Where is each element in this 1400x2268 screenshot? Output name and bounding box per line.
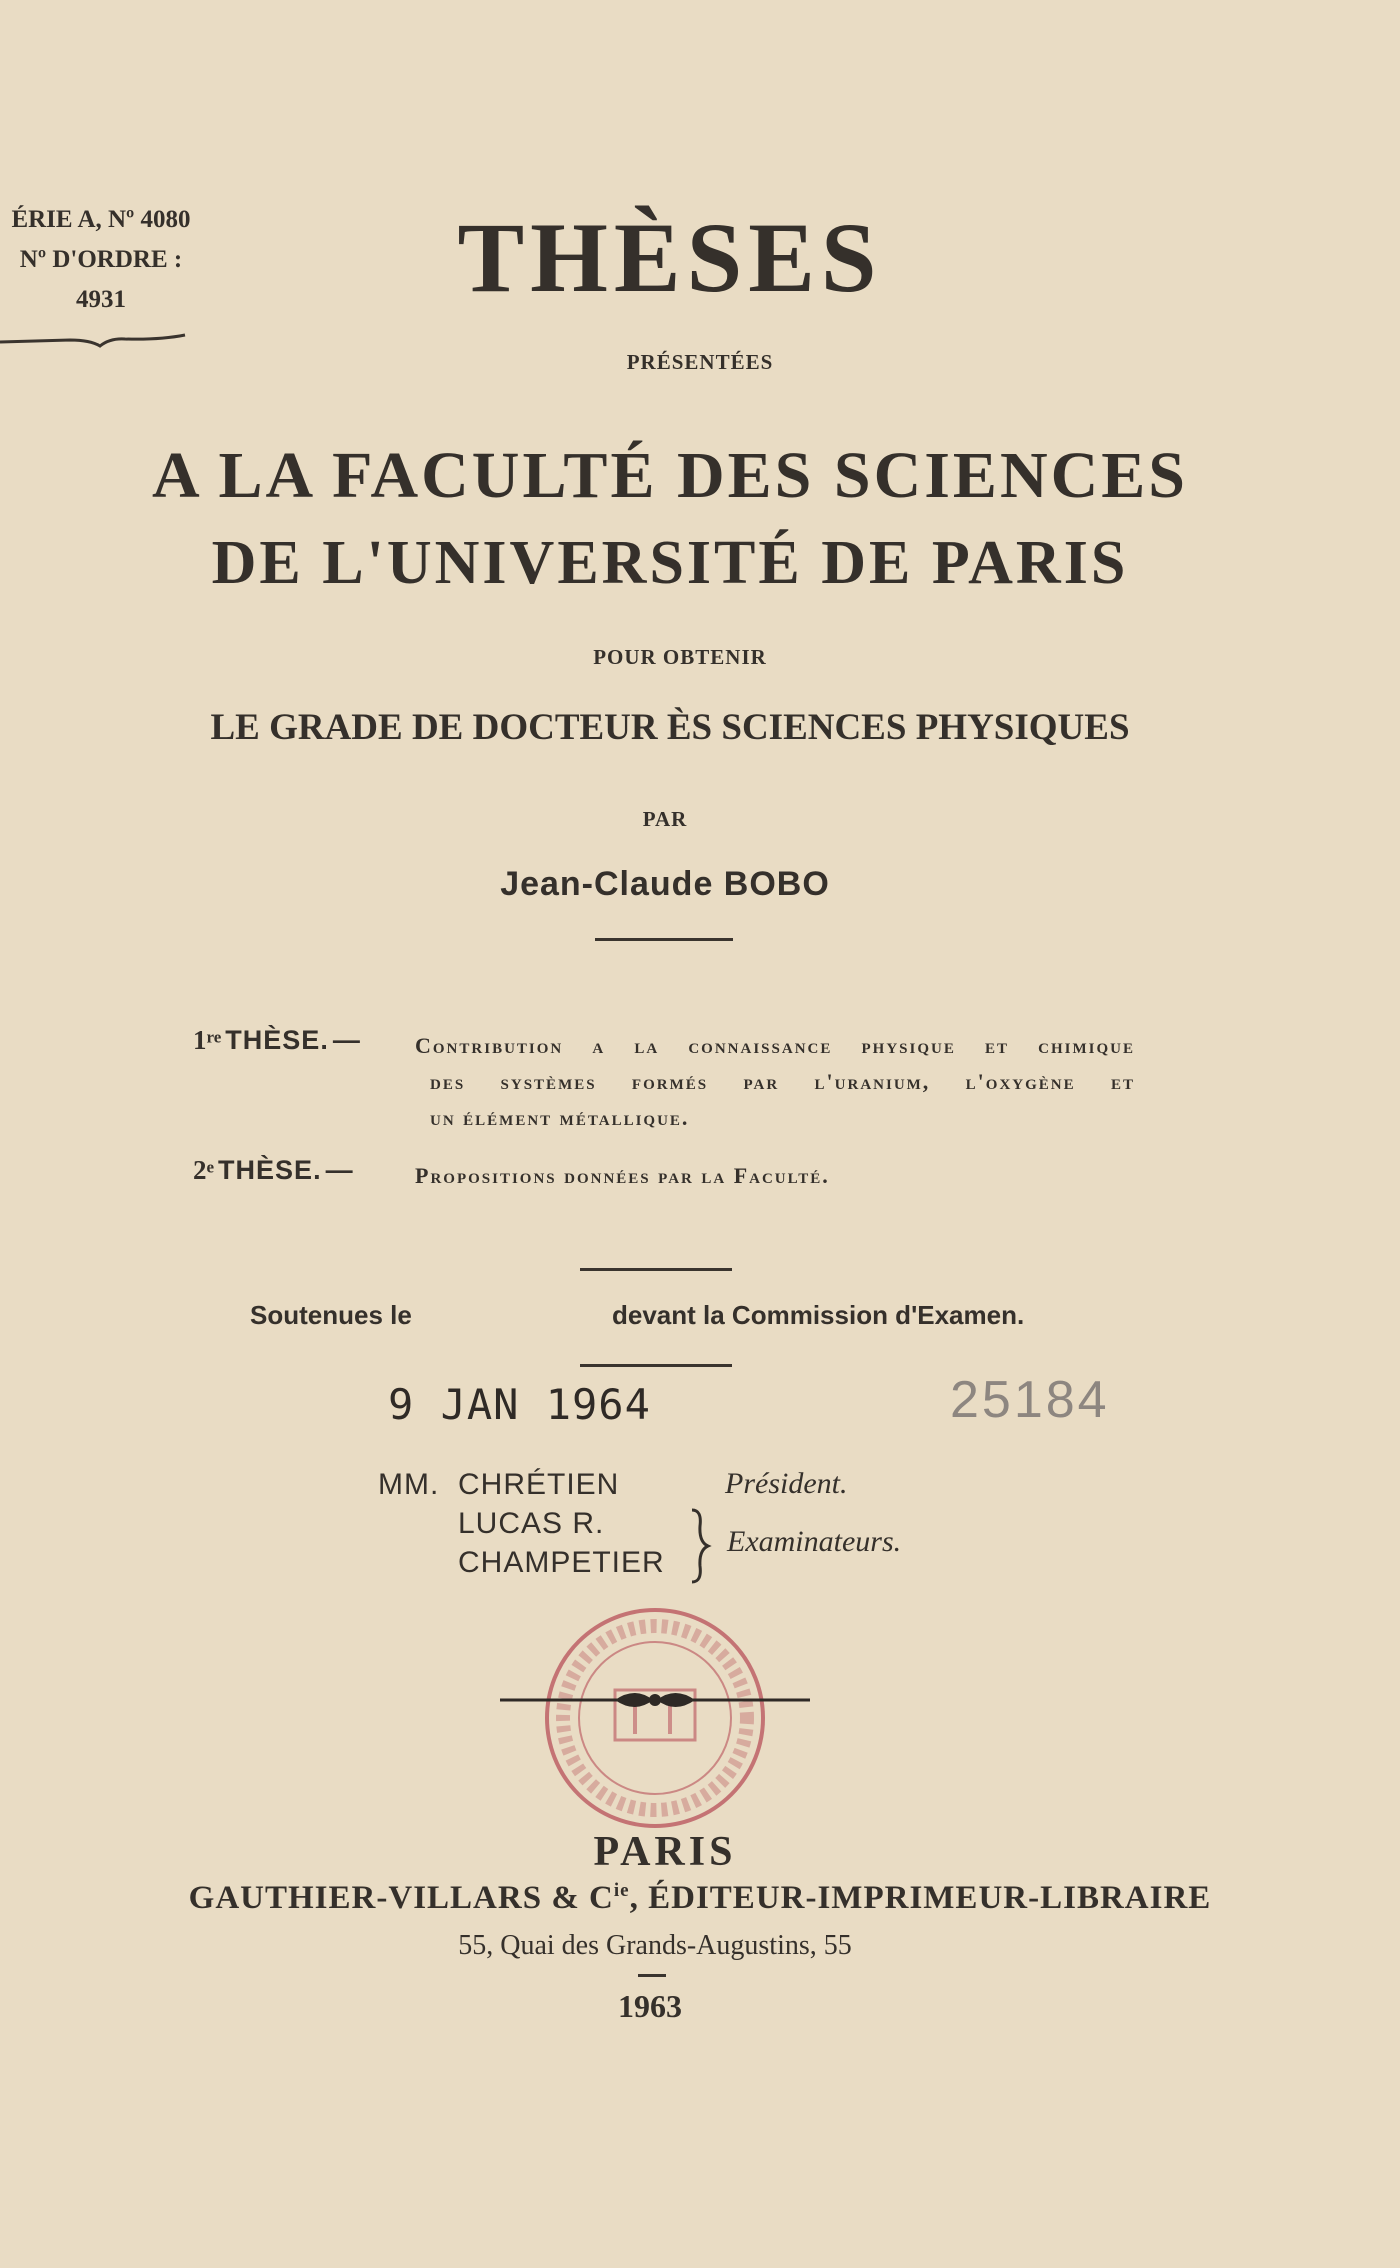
library-stamp-icon [547,1610,763,1826]
pour-obtenir-label: POUR OBTENIR [593,645,767,669]
imprint-publisher-sup: ie [613,1880,630,1901]
these-1-label: THÈSE. [225,1025,329,1055]
imprint-publisher-name: GAUTHIER-VILLARS & C [188,1880,614,1916]
faculty-line-1: A LA FACULTÉ DES SCIENCES [152,439,1188,512]
jury-examiners-role: Examinateurs. [727,1525,902,1558]
these-1-number: 1 [193,1025,207,1055]
author-rule [595,938,733,941]
page-title: THÈSES [457,202,883,313]
defense-left-text: Soutenues le [250,1300,412,1330]
these-2-number: 2 [193,1155,207,1185]
handwritten-number: 25184 [950,1371,1110,1429]
these-1-dash: — [332,1025,361,1055]
these-1-heading [193,1025,361,1056]
these-2-dash: — [325,1155,354,1185]
order-label: Nº D'ORDRE : [19,246,183,273]
examiners-brace [688,1508,712,1584]
defense-rule-bottom [580,1364,732,1367]
author-name: Jean-Claude BOBO [500,865,830,903]
imprint-year: 1963 [618,1988,682,2024]
imprint-city: PARIS [593,1829,737,1875]
these-2-sup: e [206,1157,215,1177]
jury-mm: MM. [378,1468,440,1501]
degree-line: LE GRADE DE DOCTEUR ÈS SCIENCES PHYSIQUES [210,707,1130,748]
par-label: PAR [642,807,688,831]
date-stamp: 9 JAN 1964 [388,1380,651,1429]
these-1-line-2: des systèmes formés par l'uranium, l'oxygène et [430,1069,1135,1094]
jury-examiner-1: LUCAS R. [458,1507,605,1540]
library-stamp-ornament [495,1600,815,1830]
jury-president-name: CHRÉTIEN [458,1468,620,1501]
defense-rule-top [580,1268,732,1271]
series-number: ÉRIE A, Nº 4080 [11,206,191,233]
these-2-heading [193,1155,354,1186]
imprint-rule [638,1974,666,1977]
these-1-line-1: Contribution a la connaissance physique et chimique [415,1033,1135,1058]
these-1-line-3: un élément métallique. [430,1105,690,1130]
these-2-text: Propositions données par la Faculté. [415,1163,830,1188]
presentees-label: PRÉSENTÉES [626,350,774,374]
these-2-label: THÈSE. [218,1155,322,1185]
defense-right-text: devant la Commission d'Examen. [612,1300,1025,1330]
jury-examiner-2: CHAMPETIER [458,1546,665,1579]
jury-president-role: Président. [725,1467,848,1500]
these-1-sup: re [206,1027,222,1047]
imprint-publisher [0,1880,1400,1917]
order-number: 4931 [76,286,126,313]
imprint-address: 55, Quai des Grands-Augustins, 55 [458,1930,852,1961]
imprint-publisher-role: , ÉDITEUR-IMPRIMEUR-LIBRAIRE [629,1880,1212,1916]
series-underline [0,332,190,348]
faculty-line-2: DE L'UNIVERSITÉ DE PARIS [211,529,1129,597]
